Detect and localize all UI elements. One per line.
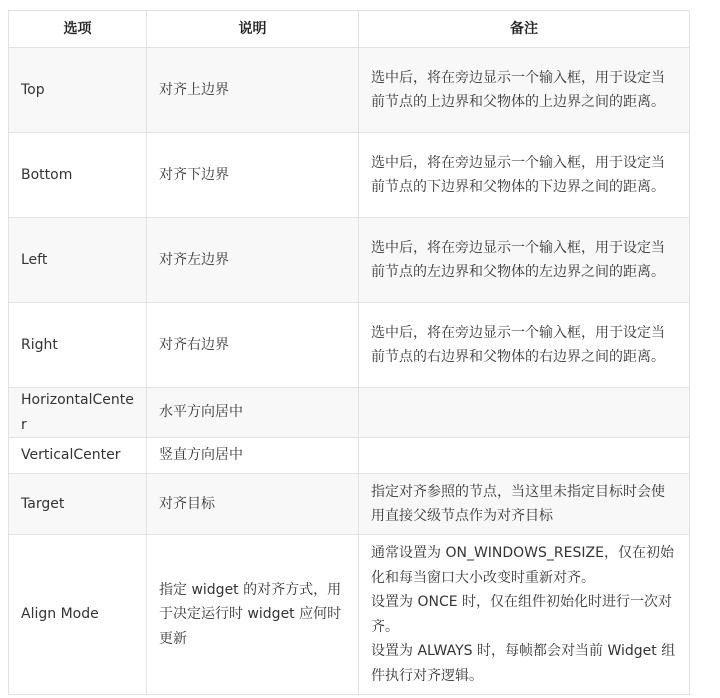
cell-notes bbox=[359, 474, 690, 535]
cell-description: 对齐上边界 bbox=[147, 48, 359, 133]
notes-paragraph: 选中后，将在旁边显示一个输入框，用于设定当前节点的右边界和父物体的右边界之间的距离。 bbox=[371, 324, 665, 365]
cell-description: 水平方向居中 bbox=[147, 388, 359, 438]
cell-notes bbox=[359, 303, 690, 388]
cell-notes bbox=[359, 218, 690, 303]
cell-option: VerticalCenter bbox=[9, 438, 147, 474]
notes-paragraph: 选中后，将在旁边显示一个输入框，用于设定当前节点的左边界和父物体的左边界之间的距离。 bbox=[371, 239, 665, 280]
header-description: 说明 bbox=[147, 11, 359, 48]
table-header-row bbox=[9, 11, 690, 48]
cell-description: 对齐左边界 bbox=[147, 218, 359, 303]
table-row bbox=[9, 48, 690, 133]
cell-option: Bottom bbox=[9, 133, 147, 218]
widget-options-table-container bbox=[8, 10, 713, 695]
notes-paragraph: 设置为 ALWAYS 时，每帧都会对当前 Widget 组件执行对齐逻辑。 bbox=[371, 643, 676, 684]
cell-notes bbox=[359, 535, 690, 695]
notes-paragraph: 选中后，将在旁边显示一个输入框，用于设定当前节点的上边界和父物体的上边界之间的距离。 bbox=[371, 69, 665, 110]
cell-notes bbox=[359, 388, 690, 438]
widget-options-table bbox=[8, 10, 690, 695]
cell-description: 对齐右边界 bbox=[147, 303, 359, 388]
cell-option: HorizontalCenter bbox=[9, 388, 147, 438]
table-row bbox=[9, 133, 690, 218]
notes-paragraph: 设置为 ONCE 时，仅在组件初始化时进行一次对齐。 bbox=[371, 594, 673, 635]
cell-description: 对齐目标 bbox=[147, 474, 359, 535]
cell-description: 竖直方向居中 bbox=[147, 438, 359, 474]
table-row bbox=[9, 535, 690, 695]
table-row bbox=[9, 388, 690, 438]
notes-paragraph: 通常设置为 ON_WINDOWS_RESIZE，仅在初始化和每当窗口大小改变时重新对齐。 bbox=[371, 545, 674, 586]
cell-notes bbox=[359, 438, 690, 474]
cell-option: Left bbox=[9, 218, 147, 303]
cell-option: Top bbox=[9, 48, 147, 133]
cell-notes bbox=[359, 48, 690, 133]
cell-option: Right bbox=[9, 303, 147, 388]
header-option: 选项 bbox=[9, 11, 147, 48]
notes-paragraph: 指定对齐参照的节点，当这里未指定目标时会使用直接父级节点作为对齐目标 bbox=[371, 483, 665, 524]
cell-description: 对齐下边界 bbox=[147, 133, 359, 218]
cell-notes bbox=[359, 133, 690, 218]
header-notes: 备注 bbox=[359, 11, 690, 48]
cell-option: Align Mode bbox=[9, 535, 147, 695]
table-row bbox=[9, 218, 690, 303]
table-row bbox=[9, 438, 690, 474]
cell-option: Target bbox=[9, 474, 147, 535]
notes-paragraph: 选中后，将在旁边显示一个输入框，用于设定当前节点的下边界和父物体的下边界之间的距离。 bbox=[371, 154, 665, 195]
table-row bbox=[9, 303, 690, 388]
table-row bbox=[9, 474, 690, 535]
cell-description: 指定 widget 的对齐方式，用于决定运行时 widget 应何时更新 bbox=[147, 535, 359, 695]
